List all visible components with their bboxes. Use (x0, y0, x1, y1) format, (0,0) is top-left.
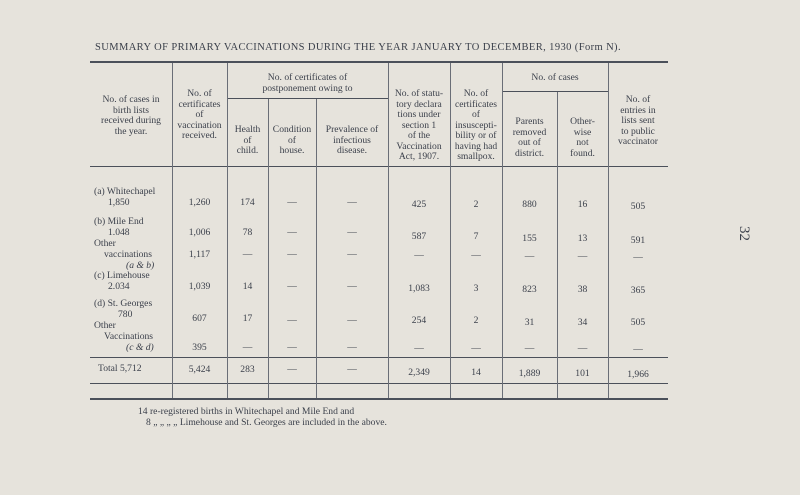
row-label: (b) Mile End (94, 216, 144, 227)
header-insusceptibility: No. of certificates of insuscepti- bility or of having had smallpox. (454, 88, 498, 162)
cell-otherwise: 34 (577, 317, 588, 328)
cell-prevalence: — (347, 197, 357, 208)
cell-insusceptibility: 3 (473, 283, 479, 294)
cell-statutory: 1,083 (408, 283, 430, 294)
cell-insusceptibility: 7 (473, 231, 479, 242)
total-prevalence: — (347, 364, 357, 375)
cell-parents-removed: — (524, 343, 535, 354)
footnote-line-2: 8 „ „ „ „ Limehouse and St. Georges are included in the above. (146, 417, 387, 428)
cell-certificates: 1,039 (188, 281, 211, 292)
header-health: Health of child. (234, 124, 261, 156)
cell-entries: — (633, 252, 643, 263)
total-insusceptibility: 14 (471, 367, 481, 378)
cell-entries: 505 (630, 201, 646, 212)
total-bottom-rule (90, 383, 668, 384)
cell-statutory: 425 (411, 199, 427, 210)
row-birth-count: 2.034 (108, 281, 130, 292)
cell-otherwise: — (577, 251, 588, 262)
header-bottom-rule (90, 166, 668, 167)
cell-health: 14 (242, 281, 253, 292)
cell-certificates: 1,260 (188, 197, 211, 208)
total-otherwise: 101 (575, 368, 590, 379)
header-condition: Condition of house. (272, 124, 312, 156)
row-label: Vaccinations (104, 331, 154, 342)
row-birth-count: 780 (118, 309, 133, 320)
header-birth-lists: No. of cases in birth lists received during the year. (101, 94, 161, 137)
row-label: (c) Limehouse (94, 270, 150, 281)
cell-prevalence: — (347, 281, 357, 292)
cell-condition: — (287, 197, 297, 208)
row-label: Other (94, 238, 116, 249)
total-entries: 1,966 (627, 369, 649, 380)
row-birth-count: 1,850 (108, 197, 130, 208)
footnote-line-1: 14 re-registered births in Whitechapel and Mile End and (138, 406, 355, 417)
cell-insusceptibility: 2 (473, 199, 479, 210)
row-label: (a & b) (126, 260, 155, 271)
header-entries: No. of entries in lists sent to public vaccinator (618, 94, 658, 147)
cell-health: — (242, 342, 253, 353)
header-certificates: No. of certificates of vaccination received. (177, 88, 222, 141)
header-postponement-group: No. of certificates of postponement owing to (262, 72, 353, 94)
table-bottom-rule (90, 398, 668, 400)
total-health: 283 (240, 364, 255, 375)
total-statutory: 2,349 (408, 367, 430, 378)
cell-statutory: — (414, 250, 424, 261)
cell-parents-removed: 155 (522, 233, 537, 244)
cell-certificates: 395 (192, 342, 207, 353)
cell-condition: — (287, 342, 297, 353)
cell-statutory: 254 (411, 315, 427, 326)
header-statutory: No. of statu- tory declara tions under section 1 of the Vaccination Act, 1907. (394, 88, 444, 162)
cell-condition: — (287, 315, 297, 326)
page-title: SUMMARY OF PRIMARY VACCINATIONS DURING THE YEAR JANUARY TO DECEMBER, 1930 (Form N). (95, 42, 621, 53)
cell-health: 78 (242, 227, 253, 238)
cell-entries: — (633, 344, 643, 355)
page-number: 32 (736, 226, 752, 241)
cell-certificates: 607 (192, 313, 207, 324)
total-parents-removed: 1,889 (518, 368, 541, 379)
cell-otherwise: 16 (577, 199, 588, 210)
cell-otherwise: 38 (577, 284, 588, 295)
row-label: vaccinations (104, 249, 152, 260)
cell-parents-removed: 880 (522, 199, 537, 210)
header-parents-removed: Parents removed out of district. (512, 116, 547, 159)
cell-prevalence: — (347, 315, 357, 326)
row-label: (a) Whitechapel (94, 186, 156, 197)
cell-parents-removed: — (524, 251, 535, 262)
cell-certificates: 1,117 (188, 249, 211, 260)
cell-otherwise: 13 (577, 233, 588, 244)
header-prevalence: Prevalence of infectious disease. (325, 124, 379, 156)
cell-statutory: 587 (411, 231, 427, 242)
cell-insusceptibility: — (471, 343, 481, 354)
cell-parents-removed: 823 (522, 284, 537, 295)
header-otherwise: Other- wise not found. (570, 116, 595, 159)
total-top-rule (90, 357, 668, 358)
cell-condition: — (287, 281, 297, 292)
cell-condition: — (287, 227, 297, 238)
cell-otherwise: — (577, 343, 588, 354)
cell-insusceptibility: 2 (473, 315, 479, 326)
cell-prevalence: — (347, 227, 357, 238)
cases-group-rule (502, 91, 608, 92)
total-condition: — (287, 364, 297, 375)
cell-health: — (242, 249, 253, 260)
row-label: (d) St. Georges (94, 298, 153, 309)
row-label: Other (94, 320, 116, 331)
cell-entries: 505 (630, 317, 646, 328)
cell-certificates: 1,006 (188, 227, 211, 238)
cell-prevalence: — (347, 342, 357, 353)
cell-statutory: — (414, 343, 424, 354)
table-top-rule (90, 61, 668, 63)
total-certificates: 5,424 (188, 364, 211, 375)
row-label: (c & d) (126, 342, 154, 353)
total-label: Total 5,712 (98, 363, 142, 374)
cell-insusceptibility: — (471, 250, 481, 261)
cell-condition: — (287, 249, 297, 260)
cell-parents-removed: 31 (524, 317, 535, 328)
cell-prevalence: — (347, 249, 357, 260)
header-cases-group: No. of cases (531, 72, 579, 83)
cell-entries: 365 (630, 285, 646, 296)
cell-health: 174 (240, 197, 255, 208)
postponement-group-rule (227, 98, 388, 99)
cell-entries: 591 (630, 235, 646, 246)
row-birth-count: 1.048 (108, 227, 130, 238)
cell-health: 17 (242, 313, 253, 324)
